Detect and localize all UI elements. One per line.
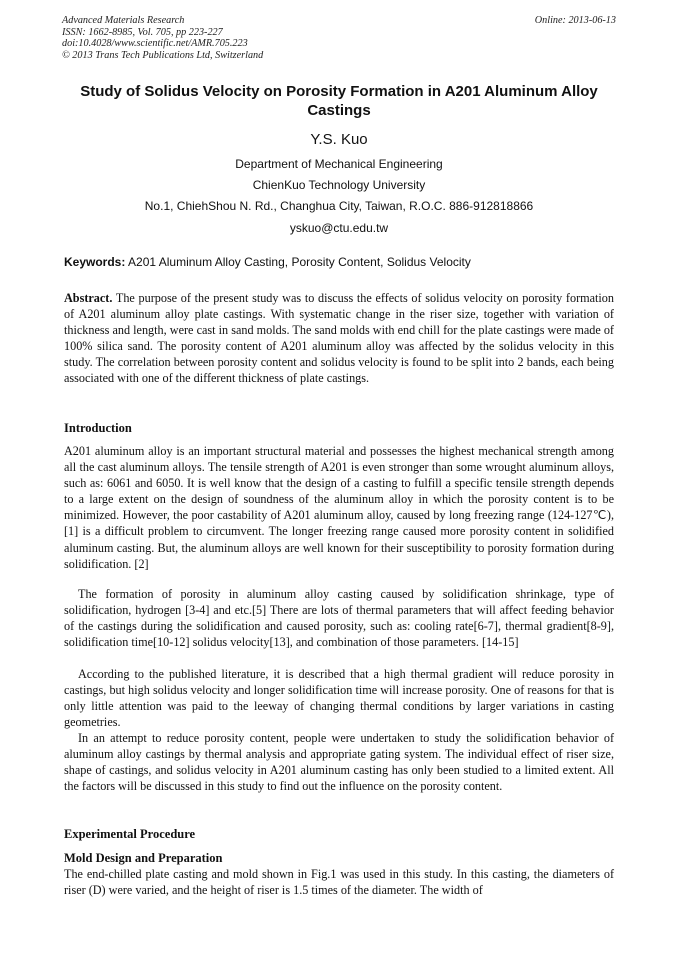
- introduction-paragraph-1: A201 aluminum alloy is an important structural material and possesses the highest mechanical strength among all the cast aluminum alloys. The tensile strength of A201 is even stronger than some wrought aluminum alloys, such as: 6061 and 6050. It is well know that the design of a casting to fulfill a specific tensile strength depends to a large extent on the design of soundness of the aluminum alloy in which the porosity content is to be minimized. However, the poor castability of A201 aluminum alloy, caused by long freezing range (124-127℃), [1] is a difficult problem to circumvent. The longer freezing range caused more porosity content in solidified aluminum casting. But, the aluminum alloys are well known for their susceptibility to porosity formation during solidification. [2]: [64, 444, 614, 571]
- keywords: [64, 255, 624, 269]
- journal-name: Advanced Materials Research: [62, 15, 185, 26]
- section-heading-introduction: Introduction: [64, 421, 132, 435]
- experimental-paragraph-1: The end-chilled plate casting and mold shown in Fig.1 was used in this study. In this casting, the diameters of riser (D) were varied, and the height of riser is 1.5 times of the diameter. The width of: [64, 867, 614, 898]
- journal-header: [62, 15, 616, 61]
- author-name: Y.S. Kuo: [310, 131, 368, 148]
- affiliation-address: No.1, ChiehShou N. Rd., Changhua City, Taiwan, R.O.C. 886-912818866: [144, 199, 534, 213]
- abstract-label: Abstract.: [64, 291, 113, 305]
- keywords-text: A201 Aluminum Alloy Casting, Porosity Content, Solidus Velocity: [125, 255, 471, 269]
- subsection-heading-mold-design: Mold Design and Preparation: [64, 851, 223, 865]
- author-email: yskuo@ctu.edu.tw: [289, 221, 389, 235]
- keywords-label: Keywords:: [64, 255, 126, 269]
- abstract: [64, 290, 614, 387]
- paper-title: Study of Solidus Velocity on Porosity Formation in A201 Aluminum Alloy Castings: [80, 83, 598, 119]
- copyright-line: © 2013 Trans Tech Publications Ltd, Switzerland: [62, 49, 264, 61]
- introduction-paragraph-4: In an attempt to reduce porosity content, people were undertaken to study the solidification behavior of aluminum alloy castings by thermal analysis and appropriate gating system. The individual effect of riser size, shape of castings, and solidus velocity in A201 aluminum casting has only been studied to a limited extent. All the factors will be discussed in this study to find out the influence on the porosity content.: [64, 731, 614, 794]
- affiliation-department: Department of Mechanical Engineering: [235, 157, 443, 171]
- abstract-text: The purpose of the present study was to discuss the effects of solidus velocity on porosity formation of A201 aluminum alloy plate castings. With systematic change in the riser size, together with variation of thickness and length, were cast in sand molds. The sand molds with end chill for the plate castings were made of 100% silica sand. The porosity content of A201 aluminum alloy was affected by the solidus velocity in this study. The correlation between porosity content and solidus velocity is found to be split into 2 bands, each being associated with one of the different thickness of plate castings.: [64, 291, 614, 386]
- introduction-paragraph-3: According to the published literature, it is described that a high thermal gradient will reduce porosity in castings, but high solidus velocity and longer solidification time will increase porosity. One of reasons for that is only little attention was paid to the leeway of changing thermal conditions by larger variations in casting geometries.: [64, 667, 614, 730]
- doi-line: doi:10.4028/www.scientific.net/AMR.705.223: [62, 38, 248, 50]
- section-heading-experimental: Experimental Procedure: [64, 827, 196, 841]
- introduction-paragraph-2: The formation of porosity in aluminum alloy casting caused by solidification shrinkage, type of solidification, hydrogen [3-4] and etc.[5] There are lots of thermal parameters that will affect feeding behavior of the castings during the solidification and caused porosity, such as: cooling rate[6-7], thermal gradient[8-9], solidification time[10-12] solidus velocity[13], and combination of those parameters. [14-15]: [64, 587, 614, 650]
- affiliation-university: ChienKuo Technology University: [252, 178, 426, 192]
- issn-line: ISSN: 1662-8985, Vol. 705, pp 223-227: [62, 26, 223, 38]
- online-date: Online: 2013-06-13: [534, 15, 616, 26]
